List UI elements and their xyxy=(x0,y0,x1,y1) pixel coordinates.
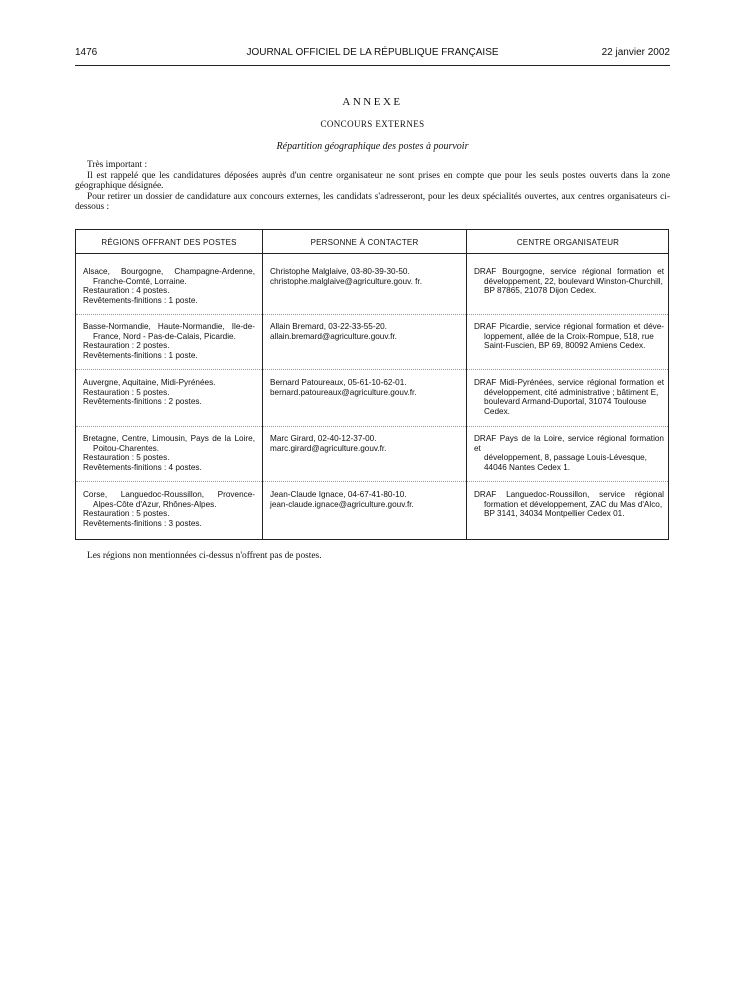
column-header-centre: CENTRE ORGANISATEUR xyxy=(516,238,620,247)
journal-title: JOURNAL OFFICIEL DE LA RÉPUBLIQUE FRANÇAISE xyxy=(246,47,499,58)
column-divider xyxy=(262,230,263,539)
row-4-contact: Marc Girard, 02-40-12-37-00. marc.girard@agriculture.gouv.fr. xyxy=(270,434,387,453)
subtitle: Répartition géographique des postes à pourvoir xyxy=(276,141,469,152)
row-divider xyxy=(76,426,668,427)
row-3-contact: Bernard Patoureaux, 05-61-10-62-01. bernard.patoureaux@agriculture.gouv.fr. xyxy=(270,378,417,397)
row-4-regions: Bretagne, Centre, Limousin, Pays de la Loire, Poitou-Charentes. Restauration : 5 postes. Revêtements-finitions : 4 postes. xyxy=(83,434,255,472)
intro-text xyxy=(75,160,670,213)
row-5-regions: Corse, Languedoc-Roussillon, Provence- Alpes-Côte d'Azur, Rhônes-Alpes. Restauration : 5 postes. Revêtements-finitions : 3 postes. xyxy=(83,490,255,528)
row-2-contact: Allain Bremard, 03-22-33-55-20. allain.bremard@agriculture.gouv.fr. xyxy=(270,322,397,341)
header-divider xyxy=(76,253,668,254)
row-2-centre: DRAF Picardie, service régional formation et déve- loppement, allée de la Croix-Rompue, 518, rue Saint-Fuscien, BP 69, 80092 Amiens Cedex. xyxy=(474,322,664,351)
row-divider xyxy=(76,369,668,370)
row-2-regions: Basse-Normandie, Haute-Normandie, Ile-de- France, Nord - Pas-de-Calais, Picardie. Restauration : 2 postes. Revêtements-finitions : 1 poste. xyxy=(83,322,255,360)
annex-title: ANNEXE xyxy=(342,96,403,108)
column-divider xyxy=(466,230,467,539)
postes-table xyxy=(75,229,669,540)
page-number: 1476 xyxy=(75,47,98,58)
intro-important: Très important : xyxy=(87,160,148,170)
row-1-regions: Alsace, Bourgogne, Champagne-Ardenne, Franche-Comté, Lorraine. Restauration : 4 postes. Revêtements-finitions : 1 poste. xyxy=(83,267,255,305)
intro-reminder: Il est rappelé que les candidatures déposées auprès d'un centre organisateur ne sont prises en compte que pour les seuls postes ouverts dans la zone géographique désignée. xyxy=(75,170,670,191)
intro-instructions: Pour retirer un dossier de candidature aux concours externes, les candidats s'adresseront, pour les deux spécialités ouvertes, aux centres organisateurs ci-dessous : xyxy=(75,191,670,212)
footer-note: Les régions non mentionnées ci-dessus n'offrent pas de postes. xyxy=(87,551,322,561)
column-header-contact: PERSONNE À CONTACTER xyxy=(310,238,419,247)
row-3-regions: Auvergne, Aquitaine, Midi-Pyrénées. Restauration : 5 postes. Revêtements-finitions : 2 postes. xyxy=(83,378,216,407)
row-5-contact: Jean-Claude Ignace, 04-67-41-80-10. jean-claude.ignace@agriculture.gouv.fr. xyxy=(270,490,414,509)
row-4-centre: DRAF Pays de la Loire, service régional formation et développement, 8, passage Louis-Lévesque, 44046 Nantes Cedex 1. xyxy=(474,434,664,472)
page-header xyxy=(75,47,670,63)
row-3-centre: DRAF Midi-Pyrénées, service régional formation et développement, cité administrative ; bâtiment E, boulevard Armand-Duportal, 31074 Toulouse Cedex. xyxy=(474,378,664,416)
row-5-centre: DRAF Languedoc-Roussillon, service régional formation et développement, ZAC du Mas d'Alco, BP 3141, 34034 Montpellier Cedex 01. xyxy=(474,490,664,519)
publication-date: 22 janvier 2002 xyxy=(601,47,670,58)
header-rule xyxy=(75,65,670,66)
row-1-centre: DRAF Bourgogne, service régional formation et développement, 22, boulevard Winston-Churchill, BP 87865, 21078 Dijon Cedex. xyxy=(474,267,664,296)
row-divider xyxy=(76,314,668,315)
column-header-regions: RÉGIONS OFFRANT DES POSTES xyxy=(101,238,237,247)
section-title: CONCOURS EXTERNES xyxy=(320,119,425,129)
row-1-contact: Christophe Malglaive, 03-80-39-30-50. christophe.malglaive@agriculture.gouv. fr. xyxy=(270,267,422,286)
row-divider xyxy=(76,481,668,482)
